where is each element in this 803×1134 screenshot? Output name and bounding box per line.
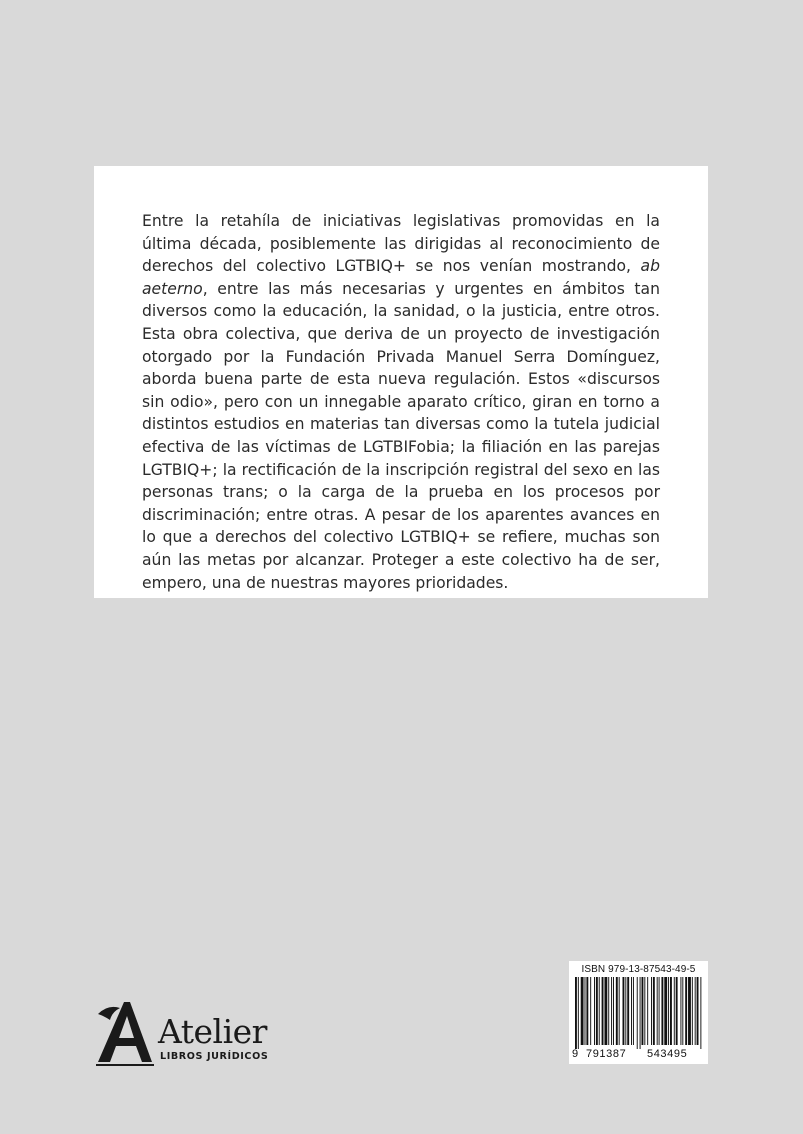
atelier-letter-a-icon [94, 1000, 156, 1068]
barcode-bar [680, 977, 681, 1045]
barcode-bars [575, 977, 702, 1049]
barcode-bar [642, 977, 644, 1045]
barcode-bar [581, 977, 584, 1045]
barcode-bar [594, 977, 595, 1045]
publisher-name: Atelier [158, 1012, 267, 1051]
barcode-bar [700, 977, 701, 1049]
barcode-bar [682, 977, 683, 1045]
barcode-digits-right: 543495 [647, 1048, 688, 1060]
barcode-bar [599, 977, 600, 1045]
blurb-text-part2: , entre las más necesarias y urgentes en ámbitos tan diversos como la educación, la sanidad, o la justicia, entre otros. Esta obra colectiva, que deriva de un proyecto de investigación otorgado por la Fundación Privada Manuel Serra Domínguez, aborda buena parte de esta nueva regulación. Estos «discursos sin odio», pero con un innegable aparato crítico, giran en torno a distintos estudios en materias tan diversas como la tutela judicial efectiva de las víctimas de LGTBIFobia; la filiación en las parejas LGTBIQ+; la rectificación de la inscripción registral del sexo en las personas trans; o la carga de la prueba en los procesos por discriminación; entre otras. A pesar de los aparentes avances en lo que a derechos del colectivo LGTBIQ+ se refiere, muchas son aún las metas por alcanzar. Proteger a este colectivo ha de ser, empero, una de nuestras mayores prioridades. [142, 279, 660, 592]
barcode-bar [664, 977, 667, 1045]
barcode-bar [585, 977, 586, 1045]
barcode-bar [604, 977, 607, 1045]
isbn-barcode [569, 961, 708, 1064]
barcode-bar [627, 977, 629, 1045]
barcode-bar [685, 977, 687, 1045]
barcode-bar [619, 977, 620, 1045]
barcode-bar [692, 977, 693, 1045]
blurb-italic-phrase: ab aeterno [142, 257, 660, 298]
barcode-bar [575, 977, 577, 1049]
barcode-digits-left: 791387 [586, 1048, 627, 1060]
barcode-bar [695, 977, 696, 1045]
barcode-bar [613, 977, 614, 1045]
blurb-text-part1: Entre la retahíla de iniciativas legislativas promovidas en la última década, posiblemente las dirigidas al reconocimiento de derechos del colectivo LGTBIQ+ se nos venían mostrando, [142, 212, 660, 276]
barcode-bar [668, 977, 669, 1045]
barcode-bar [688, 977, 691, 1045]
barcode-bar [653, 977, 655, 1045]
barcode-bar [676, 977, 678, 1045]
barcode-bar [697, 977, 699, 1045]
barcode-bar [596, 977, 598, 1045]
barcode-bar [670, 977, 672, 1045]
barcode-digit-first: 9 [572, 1048, 579, 1060]
barcode-bar [640, 977, 641, 1049]
barcode-bar [590, 977, 591, 1045]
barcode-bar [578, 977, 579, 1049]
barcode-bar [661, 977, 663, 1045]
barcode-bar [616, 977, 618, 1045]
barcode-bar [608, 977, 609, 1045]
barcode-bar [625, 977, 626, 1045]
barcode-bar [674, 977, 675, 1045]
barcode-bar [633, 977, 634, 1045]
barcode-bar [623, 977, 625, 1045]
barcode-bar [657, 977, 658, 1045]
barcode-bar [602, 977, 604, 1045]
barcode-bar [637, 977, 638, 1049]
barcode-bar [647, 977, 648, 1045]
publisher-subtitle: LIBROS JURÍDICOS [160, 1051, 269, 1062]
barcode-bar [651, 977, 652, 1045]
barcode-bar [659, 977, 660, 1045]
isbn-label: ISBN 979-13-87543-49-5 [581, 964, 696, 975]
barcode-bar [611, 977, 612, 1045]
blurb-text [142, 210, 660, 594]
barcode-bar [644, 977, 645, 1045]
back-cover-blurb-panel [94, 166, 708, 598]
barcode-bar [631, 977, 632, 1045]
publisher-logo [94, 1000, 294, 1070]
barcode-bar [586, 977, 588, 1045]
